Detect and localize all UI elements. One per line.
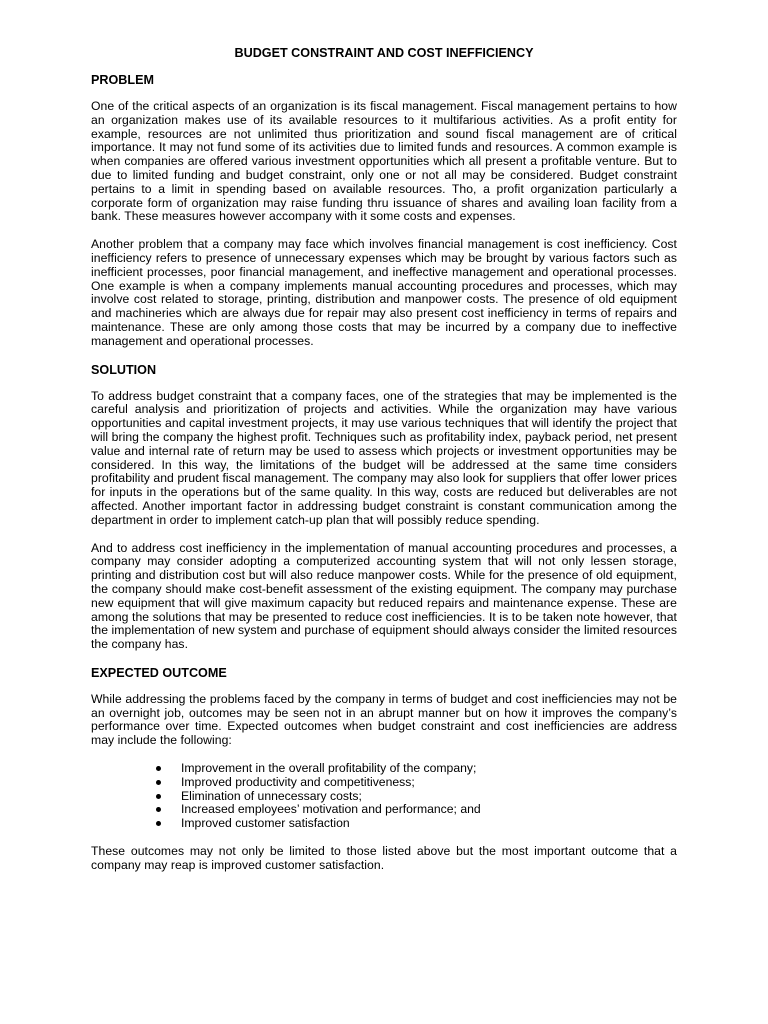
bullet-text: Improved customer satisfaction: [181, 816, 350, 831]
bullet-icon: [156, 821, 161, 826]
problem-paragraph-2: Another problem that a company may face which involves financial management is cost inefficiency. Cost inefficiency refers to presence of unnecessary expenses which may be brought by various factors such as inefficient processes, poor financial management, and ineffective management and operational processes. One example is when a company implements manual accounting procedures and processes, which may involve cost related to storage, printing, distribution and manpower costs. The presence of old equipment and machineries which are always due for repair may also present cost inefficiency in terms of repairs and maintenance. These are only among those costs that may be incurred by a company due to ineffective management and operational processes.: [91, 237, 677, 348]
document-title: BUDGET CONSTRAINT AND COST INEFFICIENCY: [234, 46, 534, 60]
list-item: [156, 817, 677, 831]
list-item: [156, 762, 677, 776]
outcome-bullet-list: [91, 762, 677, 831]
list-item: [156, 790, 677, 804]
expected-outcome-heading: EXPECTED OUTCOME: [91, 665, 227, 680]
expected-outcome-closing: These outcomes may not only be limited to those listed above but the most important outcome that a company may reap is improved customer satisfaction.: [91, 844, 677, 872]
expected-outcome-intro: While addressing the problems faced by the company in terms of budget and cost inefficiencies may not be an overnight job, outcomes may be seen not in an abrupt manner but on how it improves the company’s performance over time. Expected outcomes when budget constraint and cost inefficiencies are address may include the following:: [91, 691, 677, 748]
bullet-text: Elimination of unnecessary costs;: [181, 788, 362, 803]
problem-heading: PROBLEM: [91, 73, 154, 87]
problem-paragraph-1: One of the critical aspects of an organization is its fiscal management. Fiscal management pertains to how an organization makes use of its available resources to it multifarious activities. As a profit entity for example, resources are not unlimited thus prioritization and sound fiscal management are of critical importance. It may not fund some of its activities due to limited funds and resources. A common example is when companies are offered various investment opportunities which all present a profitable venture. But to due to limited funding and budget constraint, only one or not all may be considered. Budget constraint pertains to a limit in spending based on available resources. Tho, a profit organization particularly a corporate form of organization may raise funding thru issuance of shares and availing loan facility from a bank. These measures however accompany with it some costs and expenses.: [91, 99, 677, 224]
bullet-icon: [156, 766, 161, 771]
bullet-text: Improved productivity and competitiveness;: [181, 774, 415, 789]
list-item: [156, 776, 677, 790]
solution-heading: SOLUTION: [91, 362, 157, 377]
bullet-icon: [156, 807, 161, 812]
bullet-icon: [156, 794, 161, 799]
bullet-icon: [156, 780, 161, 785]
bullet-text: Improvement in the overall profitability of the company;: [181, 761, 477, 776]
list-item: [156, 803, 677, 817]
document-page: [91, 46, 677, 887]
solution-paragraph-2: And to address cost inefficiency in the implementation of manual accounting procedures and processes, a company may consider adopting a computerized accounting system that will not only lessen storage, printing and distribution cost but will also reduce manpower costs. While for the presence of old equipment, the company should make cost-benefit assessment of the existing equipment. The company may purchase new equipment that will give maximum capacity but reduced repairs and maintenance expense. These are among the solutions that may be presented to reduce cost inefficiencies. It is to be taken note however, that the implementation of new system and purchase of equipment should always consider the limited resources the company has.: [91, 540, 677, 652]
bullet-text: Increased employees’ motivation and performance; and: [181, 802, 481, 817]
solution-paragraph-1: To address budget constraint that a company faces, one of the strategies that may be implemented is the careful analysis and prioritization of projects and activities. While the organization may have various opportunities and capital investment projects, it may use various techniques that will identify the project that will bring the company the highest profit. Techniques such as profitability index, payback period, net present value and internal rate of return may be used to assess which projects or investment opportunities may be considered. In this way, the limitations of the budget will be addressed at the same time considers profitability and prudent fiscal management. The company may also look for suppliers that offer lower prices for inputs in the operations but of the same quality. In this way, costs are reduced but deliverables are not affected. Another important factor in addressing budget constraint is constant communication among the department in order to implement catch-up plan that will possibly reduce spending.: [91, 388, 677, 527]
